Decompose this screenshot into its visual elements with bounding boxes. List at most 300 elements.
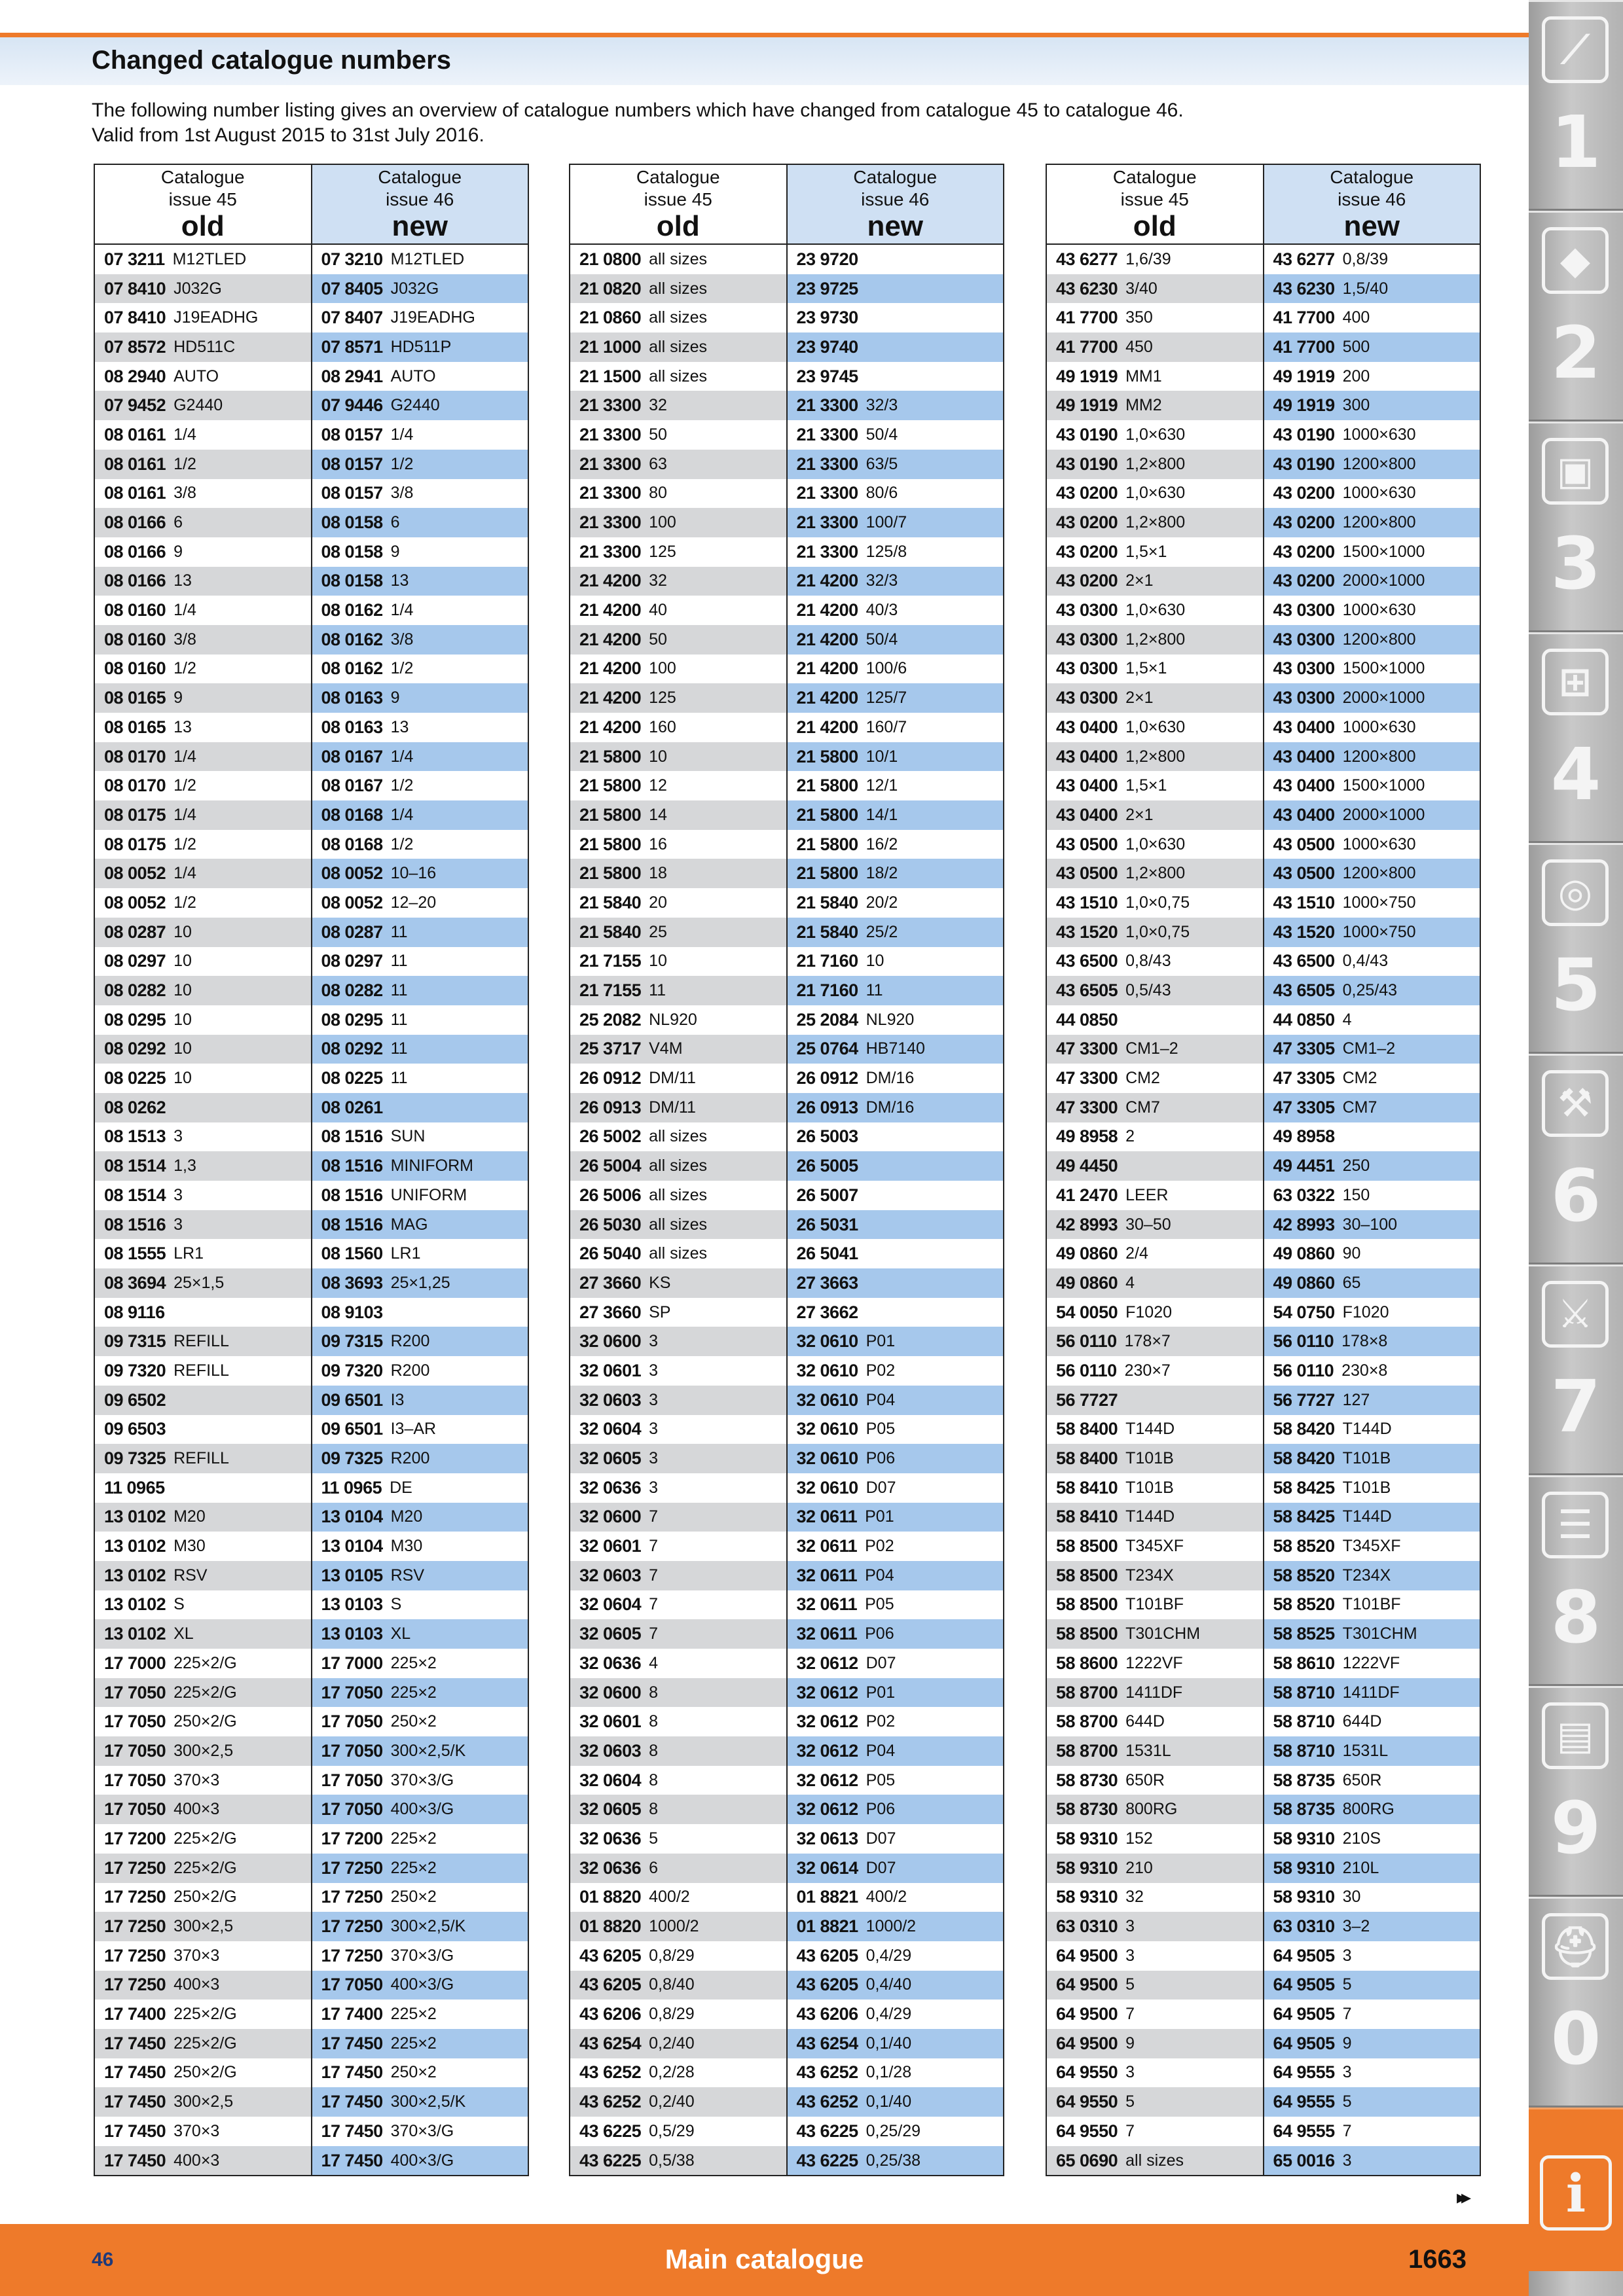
table-row bbox=[95, 918, 528, 947]
new-catalogue-number: 43 6277 bbox=[1273, 249, 1335, 269]
new-number-cell bbox=[788, 1386, 1004, 1415]
new-number-cell bbox=[1264, 1590, 1480, 1620]
new-number-cell bbox=[788, 537, 1004, 567]
new-number-cell bbox=[788, 713, 1004, 742]
new-size: 3/8 bbox=[390, 484, 414, 503]
old-number-cell bbox=[95, 1415, 312, 1444]
new-size: 50/4 bbox=[866, 425, 898, 444]
table-row bbox=[1047, 1005, 1480, 1035]
new-catalogue-number: 08 0168 bbox=[321, 804, 383, 825]
old-number-cell bbox=[570, 1327, 788, 1356]
table-row bbox=[1047, 1356, 1480, 1386]
old-number-cell bbox=[570, 625, 788, 655]
old-catalogue-number: 17 7400 bbox=[104, 2004, 166, 2024]
new-catalogue-number: 08 2941 bbox=[321, 366, 383, 386]
table-row bbox=[1047, 1795, 1480, 1824]
old-number-cell bbox=[95, 976, 312, 1005]
new-size: HB7140 bbox=[866, 1039, 925, 1058]
table-row bbox=[570, 1093, 1003, 1122]
new-catalogue-number: 08 0162 bbox=[321, 629, 383, 649]
old-number-cell bbox=[570, 1122, 788, 1152]
new-size: 11 bbox=[390, 952, 408, 971]
new-catalogue-number: 21 3300 bbox=[796, 541, 858, 562]
new-number-cell bbox=[312, 1854, 528, 1883]
new-catalogue-number: 43 6206 bbox=[796, 2004, 858, 2024]
old-number-cell bbox=[1047, 1444, 1264, 1473]
old-size: CM1–2 bbox=[1125, 1039, 1178, 1058]
table-row bbox=[95, 303, 528, 332]
old-catalogue-number: 58 8400 bbox=[1056, 1419, 1118, 1439]
table-row bbox=[1047, 332, 1480, 362]
new-catalogue-number: 26 0913 bbox=[796, 1097, 858, 1117]
old-size: 1,0×630 bbox=[1125, 717, 1186, 736]
new-number-cell bbox=[1264, 1766, 1480, 1795]
old-catalogue-number: 25 2082 bbox=[579, 1009, 642, 1030]
chapter-tab-3[interactable] bbox=[1529, 422, 1623, 632]
table-row bbox=[570, 1561, 1003, 1590]
new-catalogue-number: 17 7250 bbox=[321, 1916, 383, 1937]
new-catalogue-number: 08 0158 bbox=[321, 541, 383, 562]
old-size: 40 bbox=[649, 601, 667, 620]
new-catalogue-number: 17 7050 bbox=[321, 1975, 383, 1995]
table-row bbox=[95, 1210, 528, 1240]
chapter-tab-1[interactable] bbox=[1529, 0, 1623, 211]
old-catalogue-number: 17 7250 bbox=[104, 1857, 166, 1878]
new-catalogue-number: 08 0282 bbox=[321, 980, 383, 1001]
old-catalogue-number: 63 0310 bbox=[1056, 1916, 1118, 1937]
old-number-cell bbox=[95, 830, 312, 859]
new-catalogue-number: 43 6500 bbox=[1273, 951, 1335, 971]
table-row bbox=[570, 655, 1003, 684]
old-size: all sizes bbox=[649, 1127, 708, 1146]
new-catalogue-number: 07 9446 bbox=[321, 395, 383, 416]
chapter-tab-5[interactable] bbox=[1529, 843, 1623, 1054]
table-row bbox=[570, 1035, 1003, 1064]
new-number-cell bbox=[1264, 596, 1480, 625]
old-catalogue-number: 43 1510 bbox=[1056, 892, 1118, 912]
header-old-label: old bbox=[656, 210, 700, 242]
old-number-cell bbox=[1047, 479, 1264, 509]
table-row bbox=[95, 2117, 528, 2146]
table-row bbox=[95, 625, 528, 655]
new-number-cell bbox=[1264, 2117, 1480, 2146]
old-number-cell bbox=[95, 2000, 312, 2029]
new-catalogue-number: 21 4200 bbox=[796, 600, 858, 620]
old-number-cell bbox=[570, 245, 788, 274]
table-row bbox=[95, 888, 528, 918]
chapter-tab-8[interactable] bbox=[1529, 1475, 1623, 1686]
table-row bbox=[95, 596, 528, 625]
table-row bbox=[95, 2087, 528, 2117]
table-row bbox=[570, 1854, 1003, 1883]
new-size: 1000×750 bbox=[1342, 893, 1416, 912]
old-size: CM2 bbox=[1125, 1069, 1160, 1088]
old-size: 370×3 bbox=[173, 2121, 220, 2140]
old-number-cell bbox=[570, 362, 788, 391]
old-catalogue-number: 08 0282 bbox=[104, 980, 166, 1001]
old-size: M20 bbox=[173, 1507, 206, 1526]
new-size: P06 bbox=[865, 1624, 894, 1643]
chapter-tab-9[interactable] bbox=[1529, 1686, 1623, 1897]
table-row bbox=[95, 2029, 528, 2058]
old-catalogue-number: 65 0690 bbox=[1056, 2150, 1118, 2170]
new-catalogue-number: 17 7450 bbox=[321, 2033, 383, 2053]
chapter-number: 5 bbox=[1550, 943, 1601, 1027]
old-size: 1/2 bbox=[173, 454, 196, 473]
new-number-cell bbox=[312, 450, 528, 479]
new-number-cell bbox=[788, 450, 1004, 479]
table-row bbox=[1047, 830, 1480, 859]
new-size: S bbox=[390, 1595, 402, 1614]
old-size: 10 bbox=[649, 952, 667, 971]
new-size: 250 bbox=[1342, 1157, 1370, 1175]
table-row bbox=[95, 683, 528, 713]
old-size: 400×3 bbox=[173, 2151, 220, 2170]
old-size: 3/40 bbox=[1125, 279, 1158, 298]
table-row bbox=[1047, 567, 1480, 596]
old-size: 10 bbox=[649, 747, 667, 766]
old-size: 8 bbox=[649, 1741, 659, 1760]
table-row bbox=[1047, 2087, 1480, 2117]
old-catalogue-number: 47 3300 bbox=[1056, 1068, 1118, 1088]
old-number-cell bbox=[570, 420, 788, 450]
new-number-cell bbox=[312, 1356, 528, 1386]
old-number-cell bbox=[570, 1561, 788, 1590]
table-row bbox=[1047, 274, 1480, 304]
old-catalogue-number: 13 0102 bbox=[104, 1565, 166, 1585]
table-row bbox=[95, 1035, 528, 1064]
old-catalogue-number: 27 3660 bbox=[579, 1272, 642, 1293]
old-number-cell bbox=[95, 1356, 312, 1386]
chapter-tab-7[interactable] bbox=[1529, 1265, 1623, 1475]
old-catalogue-number: 42 8993 bbox=[1056, 1214, 1118, 1234]
new-number-cell bbox=[1264, 1181, 1480, 1210]
new-number-cell bbox=[788, 1561, 1004, 1590]
new-number-cell bbox=[1264, 1356, 1480, 1386]
new-size: 400×3/G bbox=[390, 1975, 454, 1994]
new-size: 250×2 bbox=[390, 2063, 437, 2082]
new-catalogue-number: 09 7315 bbox=[321, 1331, 383, 1352]
new-number-cell bbox=[788, 1971, 1004, 2000]
footer-title: Main catalogue bbox=[665, 2244, 864, 2274]
table-body bbox=[1047, 245, 1480, 2175]
new-catalogue-number: 25 2084 bbox=[796, 1009, 858, 1030]
new-number-cell bbox=[788, 1590, 1004, 1620]
old-catalogue-number: 21 3300 bbox=[579, 541, 642, 562]
table-row bbox=[95, 1327, 528, 1356]
new-number-cell bbox=[1264, 1298, 1480, 1327]
new-size: T345XF bbox=[1342, 1537, 1401, 1556]
old-size: 10 bbox=[173, 981, 192, 1000]
new-number-cell bbox=[788, 655, 1004, 684]
new-catalogue-number: 58 8425 bbox=[1273, 1507, 1335, 1527]
old-size: REFILL bbox=[173, 1449, 229, 1468]
old-number-cell bbox=[570, 1298, 788, 1327]
new-number-cell bbox=[312, 1678, 528, 1708]
new-number-cell bbox=[312, 1941, 528, 1971]
new-number-cell bbox=[788, 1005, 1004, 1035]
table-row bbox=[1047, 1093, 1480, 1122]
new-number-cell bbox=[788, 274, 1004, 304]
old-catalogue-number: 58 8500 bbox=[1056, 1594, 1118, 1615]
old-number-cell bbox=[570, 1795, 788, 1824]
old-catalogue-number: 01 8820 bbox=[579, 1916, 642, 1937]
old-catalogue-number: 32 0600 bbox=[579, 1331, 642, 1352]
table-row bbox=[95, 1590, 528, 1620]
new-size: 100/6 bbox=[866, 659, 907, 678]
table-row bbox=[570, 1941, 1003, 1971]
old-number-cell bbox=[1047, 1824, 1264, 1854]
old-catalogue-number: 43 0400 bbox=[1056, 776, 1118, 796]
old-number-cell bbox=[95, 742, 312, 772]
table-row bbox=[570, 947, 1003, 977]
old-size: 0,8/29 bbox=[649, 2005, 695, 2024]
old-size: 10 bbox=[173, 952, 192, 971]
new-number-cell bbox=[788, 1941, 1004, 1971]
old-catalogue-number: 43 0300 bbox=[1056, 688, 1118, 708]
new-size: 9 bbox=[390, 542, 400, 561]
old-number-cell bbox=[95, 1590, 312, 1620]
new-size: 13 bbox=[390, 717, 409, 736]
old-catalogue-number: 21 5800 bbox=[579, 746, 642, 766]
old-catalogue-number: 49 0860 bbox=[1056, 1272, 1118, 1293]
old-catalogue-number: 56 7727 bbox=[1056, 1390, 1118, 1410]
table-row bbox=[95, 1064, 528, 1093]
new-catalogue-number: 43 6252 bbox=[796, 2092, 858, 2112]
table-row bbox=[95, 800, 528, 830]
new-size: 370×3/G bbox=[390, 1770, 454, 1789]
new-size: 14/1 bbox=[866, 805, 898, 824]
old-catalogue-number: 43 0200 bbox=[1056, 483, 1118, 503]
table-row bbox=[95, 1093, 528, 1122]
old-catalogue-number: 43 0400 bbox=[1056, 804, 1118, 825]
new-catalogue-number: 43 6205 bbox=[796, 1975, 858, 1995]
new-size: J19EADHG bbox=[390, 308, 475, 327]
old-size: 9 bbox=[173, 542, 183, 561]
new-number-cell bbox=[312, 479, 528, 509]
chapter-tab-0[interactable] bbox=[1529, 1897, 1623, 2108]
chapter-number: 2 bbox=[1550, 311, 1601, 395]
old-catalogue-number: 64 9550 bbox=[1056, 2062, 1118, 2083]
old-catalogue-number: 56 0110 bbox=[1056, 1360, 1117, 1380]
new-size: P01 bbox=[866, 1332, 896, 1351]
new-catalogue-number: 21 3300 bbox=[796, 454, 858, 474]
new-catalogue-number: 09 6501 bbox=[321, 1390, 383, 1410]
new-catalogue-number: 08 0162 bbox=[321, 600, 383, 620]
new-size: D07 bbox=[866, 1653, 896, 1672]
new-size: UNIFORM bbox=[390, 1185, 467, 1204]
new-catalogue-number: 21 4200 bbox=[796, 629, 858, 649]
old-size: 10 bbox=[173, 1039, 192, 1058]
new-number-cell bbox=[1264, 2000, 1480, 2029]
old-size: 250×2/G bbox=[173, 2063, 237, 2082]
old-catalogue-number: 43 0190 bbox=[1056, 424, 1118, 444]
old-number-cell bbox=[1047, 332, 1264, 362]
old-catalogue-number: 09 6503 bbox=[104, 1419, 166, 1439]
old-catalogue-number: 41 7700 bbox=[1056, 308, 1118, 328]
new-size: 50/4 bbox=[866, 630, 898, 649]
new-catalogue-number: 21 3300 bbox=[796, 395, 858, 416]
header-issue-label: issue 46 bbox=[386, 189, 454, 209]
new-catalogue-number: 08 3693 bbox=[321, 1272, 383, 1293]
footer-page-right: 1663 bbox=[1408, 2245, 1467, 2274]
old-size: 1,2×800 bbox=[1125, 513, 1186, 532]
old-size: DM/11 bbox=[649, 1069, 696, 1088]
new-number-cell bbox=[1264, 976, 1480, 1005]
chapter-number: 8 bbox=[1550, 1575, 1601, 1659]
old-number-cell bbox=[570, 1181, 788, 1210]
new-number-cell bbox=[1264, 1327, 1480, 1356]
new-size: 2000×1000 bbox=[1342, 571, 1425, 590]
table-row bbox=[570, 1590, 1003, 1620]
table-row bbox=[95, 537, 528, 567]
chapter-tab-2[interactable] bbox=[1529, 211, 1623, 422]
new-number-cell bbox=[312, 859, 528, 888]
new-catalogue-number: 21 5800 bbox=[796, 863, 858, 884]
old-number-cell bbox=[570, 918, 788, 947]
old-number-cell bbox=[1047, 859, 1264, 888]
new-size: 0,25/38 bbox=[866, 2151, 921, 2170]
new-size: 210L bbox=[1342, 1858, 1379, 1877]
old-size: T234X bbox=[1125, 1566, 1174, 1585]
old-number-cell bbox=[95, 1035, 312, 1064]
new-size: 5 bbox=[1342, 1975, 1352, 1994]
old-size: 12 bbox=[649, 776, 667, 795]
old-catalogue-number: 13 0102 bbox=[104, 1594, 166, 1615]
table-row bbox=[1047, 1122, 1480, 1152]
new-catalogue-number: 56 7727 bbox=[1273, 1390, 1335, 1410]
old-catalogue-number: 43 6225 bbox=[579, 2121, 642, 2141]
new-catalogue-number: 17 7050 bbox=[321, 1740, 383, 1761]
old-size: 225×2/G bbox=[173, 1683, 237, 1702]
old-catalogue-number: 21 7155 bbox=[579, 951, 642, 971]
new-size: 0,4/40 bbox=[866, 1975, 912, 1994]
old-number-cell bbox=[95, 479, 312, 509]
new-size: J032G bbox=[390, 279, 439, 298]
chapter-number: 0 bbox=[1550, 1997, 1601, 2081]
old-catalogue-number: 07 8410 bbox=[104, 278, 166, 298]
table-row bbox=[570, 2146, 1003, 2176]
old-number-cell bbox=[95, 2117, 312, 2146]
table-row bbox=[95, 742, 528, 772]
new-number-cell bbox=[788, 1766, 1004, 1795]
new-number-cell bbox=[1264, 1883, 1480, 1912]
old-catalogue-number: 58 8730 bbox=[1056, 1770, 1118, 1790]
new-size: 0,1/28 bbox=[866, 2063, 912, 2082]
new-size: 370×3/G bbox=[390, 2121, 454, 2140]
new-size: 10–16 bbox=[390, 864, 437, 883]
new-catalogue-number: 43 0190 bbox=[1273, 424, 1335, 444]
old-catalogue-number: 08 0166 bbox=[104, 512, 166, 533]
new-catalogue-number: 07 8571 bbox=[321, 336, 383, 357]
new-size: 178×8 bbox=[1341, 1332, 1388, 1351]
old-number-cell bbox=[1047, 1210, 1264, 1240]
new-size: 11 bbox=[866, 981, 883, 1000]
old-number-cell bbox=[95, 1151, 312, 1181]
table-row bbox=[95, 976, 528, 1005]
new-number-cell bbox=[1264, 1678, 1480, 1708]
new-size: 127 bbox=[1342, 1390, 1370, 1409]
new-number-cell bbox=[312, 303, 528, 332]
new-catalogue-number: 26 5031 bbox=[796, 1214, 858, 1234]
old-number-cell bbox=[1047, 976, 1264, 1005]
old-number-cell bbox=[95, 1912, 312, 1941]
new-number-cell bbox=[1264, 1064, 1480, 1093]
new-size: 2000×1000 bbox=[1342, 689, 1425, 708]
old-number-cell bbox=[95, 1005, 312, 1035]
new-size: CM2 bbox=[1342, 1069, 1377, 1088]
new-number-cell bbox=[1264, 1707, 1480, 1736]
old-size: 250×2/G bbox=[173, 1888, 237, 1907]
new-number-cell bbox=[788, 1415, 1004, 1444]
old-catalogue-number: 17 7200 bbox=[104, 1828, 166, 1848]
old-catalogue-number: 21 4200 bbox=[579, 600, 642, 620]
table-row bbox=[1047, 450, 1480, 479]
old-number-cell bbox=[570, 1503, 788, 1532]
new-size: 3–2 bbox=[1342, 1917, 1370, 1936]
new-size: D07 bbox=[866, 1478, 896, 1497]
table-row bbox=[570, 1766, 1003, 1795]
new-number-cell bbox=[1264, 1649, 1480, 1678]
table-row bbox=[95, 2000, 528, 2029]
old-size: 650R bbox=[1125, 1770, 1165, 1789]
new-catalogue-number: 32 0612 bbox=[796, 1682, 858, 1702]
old-number-cell bbox=[1047, 1590, 1264, 1620]
chapter-tab-6[interactable] bbox=[1529, 1054, 1623, 1265]
info-tab[interactable] bbox=[1529, 2108, 1623, 2271]
table-header bbox=[95, 165, 528, 245]
chapter-tab-4[interactable] bbox=[1529, 632, 1623, 843]
new-number-cell bbox=[1264, 830, 1480, 859]
new-size: 63/5 bbox=[866, 454, 898, 473]
table-row bbox=[570, 1181, 1003, 1210]
new-catalogue-number: 32 0611 bbox=[796, 1507, 858, 1527]
old-number-cell bbox=[1047, 508, 1264, 537]
old-size: 2×1 bbox=[1125, 805, 1154, 824]
new-size: P02 bbox=[866, 1712, 896, 1731]
old-number-cell bbox=[1047, 888, 1264, 918]
new-number-cell bbox=[1264, 1912, 1480, 1941]
new-size: 9 bbox=[1342, 2034, 1352, 2053]
new-number-cell bbox=[312, 947, 528, 977]
new-number-cell bbox=[1264, 1941, 1480, 1971]
new-number-cell bbox=[1264, 420, 1480, 450]
header-new-label: new bbox=[392, 210, 448, 242]
old-number-cell bbox=[570, 479, 788, 509]
old-catalogue-number: 21 7155 bbox=[579, 980, 642, 1001]
new-size: 7 bbox=[1342, 2121, 1352, 2140]
new-number-cell bbox=[1264, 742, 1480, 772]
old-size: 3/8 bbox=[173, 630, 196, 649]
new-catalogue-number: 58 8520 bbox=[1273, 1565, 1335, 1585]
old-catalogue-number: 21 3300 bbox=[579, 512, 642, 533]
old-number-cell bbox=[1047, 1327, 1264, 1356]
new-catalogue-number: 58 8425 bbox=[1273, 1477, 1335, 1498]
new-catalogue-number: 65 0016 bbox=[1273, 2150, 1335, 2170]
old-size: 3 bbox=[649, 1449, 659, 1468]
new-catalogue-number: 08 0158 bbox=[321, 571, 383, 591]
new-number-cell bbox=[788, 479, 1004, 509]
old-catalogue-number: 08 1555 bbox=[104, 1244, 166, 1264]
new-size: 500 bbox=[1342, 337, 1370, 356]
new-size: NL920 bbox=[866, 1010, 915, 1029]
new-size: 3 bbox=[1342, 1946, 1352, 1965]
new-catalogue-number: 08 0225 bbox=[321, 1068, 383, 1088]
header-new-label: new bbox=[1343, 210, 1400, 242]
old-size: 644D bbox=[1125, 1712, 1165, 1731]
old-number-cell bbox=[1047, 1239, 1264, 1268]
old-size: 370×3 bbox=[173, 1770, 220, 1789]
